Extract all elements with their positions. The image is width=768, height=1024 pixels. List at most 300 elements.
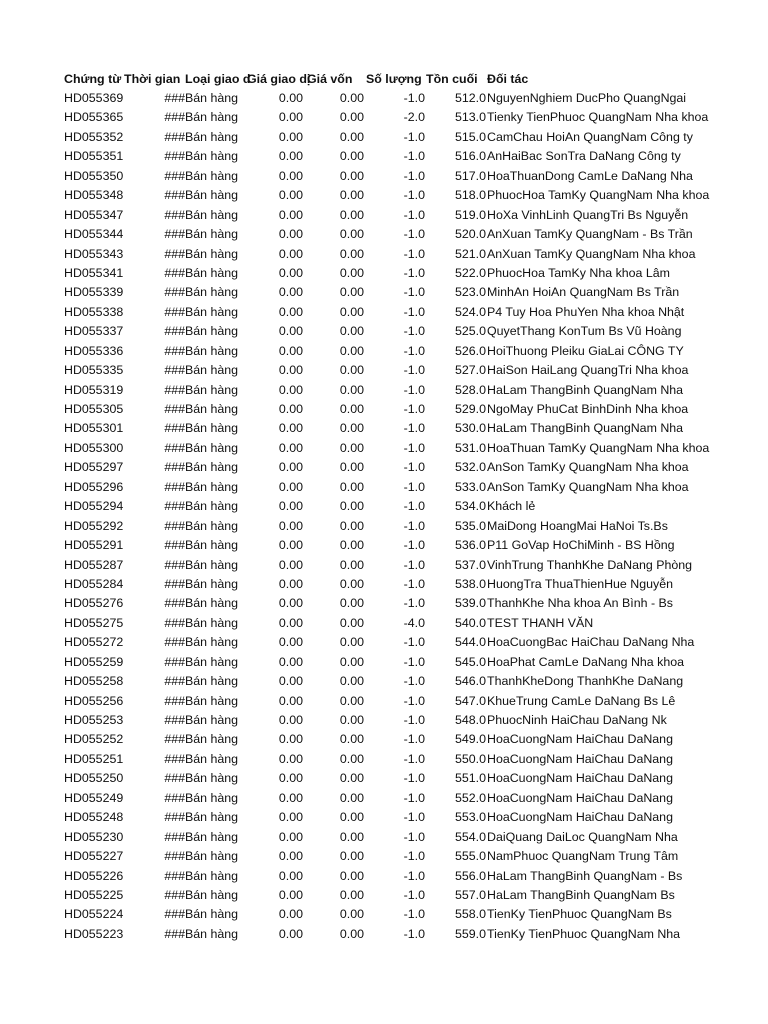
table-row[interactable] xyxy=(0,711,768,730)
time-cell[interactable]: ### xyxy=(164,227,185,242)
cost-cell[interactable]: 0.00 xyxy=(339,188,364,203)
tx-price-cell[interactable]: 0.00 xyxy=(278,771,303,786)
qty-cell[interactable]: -1.0 xyxy=(403,363,425,378)
partner-cell[interactable]: HoaCuongNam HaiChau DaNang xyxy=(487,732,673,747)
cost-cell[interactable]: 0.00 xyxy=(339,693,364,708)
voucher-cell[interactable]: HD055258 xyxy=(64,674,124,689)
table-row[interactable] xyxy=(0,322,768,341)
table-row[interactable] xyxy=(0,381,768,400)
voucher-cell[interactable]: HD055253 xyxy=(64,713,124,727)
table-row[interactable] xyxy=(0,283,768,302)
stock-end-cell[interactable]: 553.0 xyxy=(454,810,486,825)
partner-cell[interactable]: KhueTrung CamLe DaNang Bs Lê xyxy=(487,693,676,708)
tx-type-cell[interactable]: Bán hàng xyxy=(185,460,239,475)
qty-cell[interactable]: -1.0 xyxy=(403,188,425,203)
stock-end-cell[interactable]: 519.0 xyxy=(454,207,486,222)
tx-price-cell[interactable]: 0.00 xyxy=(278,518,303,533)
partner-cell[interactable]: NgoMay PhuCat BinhDinh Nha khoa xyxy=(487,402,689,416)
table-row[interactable] xyxy=(0,692,768,711)
table-row[interactable] xyxy=(0,905,768,924)
qty-cell[interactable]: -1.0 xyxy=(403,538,425,553)
table-row[interactable] xyxy=(0,847,768,866)
cost-cell[interactable]: 0.00 xyxy=(339,868,364,883)
time-cell[interactable]: ### xyxy=(164,324,185,339)
cost-cell[interactable]: 0.00 xyxy=(339,304,364,319)
tx-price-cell[interactable]: 0.00 xyxy=(278,265,303,280)
voucher-cell[interactable]: HD055297 xyxy=(64,460,124,475)
tx-type-cell[interactable]: Bán hàng xyxy=(185,129,239,144)
cost-cell[interactable]: 0.00 xyxy=(339,713,364,727)
qty-cell[interactable]: -1.0 xyxy=(403,129,425,144)
time-cell[interactable]: ### xyxy=(164,693,185,708)
qty-cell[interactable]: -1.0 xyxy=(403,91,425,105)
stock-end-cell[interactable]: 512.0 xyxy=(454,91,486,105)
cost-cell[interactable]: 0.00 xyxy=(339,674,364,689)
tx-price-cell[interactable]: 0.00 xyxy=(278,110,303,125)
table-row[interactable] xyxy=(0,886,768,905)
cost-cell[interactable]: 0.00 xyxy=(339,227,364,242)
tx-price-cell[interactable]: 0.00 xyxy=(278,713,303,727)
partner-cell[interactable]: Khách lẻ xyxy=(487,499,536,514)
qty-cell[interactable]: -1.0 xyxy=(403,402,425,416)
voucher-cell[interactable]: HD055339 xyxy=(64,285,124,300)
time-cell[interactable]: ### xyxy=(164,304,185,319)
cost-cell[interactable]: 0.00 xyxy=(339,576,364,591)
tx-price-cell[interactable]: 0.00 xyxy=(278,576,303,591)
table-row[interactable] xyxy=(0,594,768,613)
tx-type-cell[interactable]: Bán hàng xyxy=(185,246,239,261)
stock-end-cell[interactable]: 549.0 xyxy=(454,732,486,747)
time-cell[interactable]: ### xyxy=(164,188,185,203)
voucher-cell[interactable]: HD055347 xyxy=(64,207,124,222)
voucher-cell[interactable]: HD055224 xyxy=(64,907,124,922)
table-row[interactable] xyxy=(0,672,768,691)
tx-type-cell[interactable]: Bán hàng xyxy=(185,499,239,514)
qty-cell[interactable]: -1.0 xyxy=(403,440,425,455)
voucher-cell[interactable]: HD055249 xyxy=(64,790,124,805)
time-cell[interactable]: ### xyxy=(164,635,185,650)
partner-cell[interactable]: HoaThuan TamKy QuangNam Nha khoa xyxy=(487,440,710,455)
stock-end-cell[interactable]: 545.0 xyxy=(454,654,486,669)
cost-cell[interactable]: 0.00 xyxy=(339,421,364,436)
voucher-cell[interactable]: HD055294 xyxy=(64,499,124,514)
partner-cell[interactable]: AnSon TamKy QuangNam Nha khoa xyxy=(487,460,689,475)
table-row[interactable] xyxy=(0,925,768,944)
time-cell[interactable]: ### xyxy=(164,363,185,378)
cost-cell[interactable]: 0.00 xyxy=(339,907,364,922)
cost-cell[interactable]: 0.00 xyxy=(339,926,364,941)
stock-end-cell[interactable]: 527.0 xyxy=(454,363,486,378)
qty-cell[interactable]: -1.0 xyxy=(403,499,425,514)
tx-type-cell[interactable]: Bán hàng xyxy=(185,868,239,883)
partner-cell[interactable]: TienKy TienPhuoc QuangNam Bs xyxy=(487,907,672,922)
cost-cell[interactable]: 0.00 xyxy=(339,129,364,144)
tx-type-cell[interactable]: Bán hàng xyxy=(185,382,239,397)
stock-end-cell[interactable]: 536.0 xyxy=(454,538,486,553)
time-cell[interactable]: ### xyxy=(164,285,185,300)
voucher-cell[interactable]: HD055341 xyxy=(64,265,124,280)
qty-cell[interactable]: -1.0 xyxy=(403,227,425,242)
voucher-cell[interactable]: HD055352 xyxy=(64,129,124,144)
tx-type-cell[interactable]: Bán hàng xyxy=(185,713,239,727)
time-cell[interactable]: ### xyxy=(164,129,185,144)
time-cell[interactable]: ### xyxy=(164,479,185,494)
tx-type-cell[interactable]: Bán hàng xyxy=(185,363,239,378)
voucher-cell[interactable]: HD055365 xyxy=(64,110,124,125)
table-row[interactable] xyxy=(0,750,768,769)
table-row[interactable] xyxy=(0,128,768,147)
tx-price-cell[interactable]: 0.00 xyxy=(278,382,303,397)
table-row[interactable] xyxy=(0,575,768,594)
partner-cell[interactable]: TienKy TienPhuoc QuangNam Nha xyxy=(487,926,681,941)
qty-cell[interactable]: -1.0 xyxy=(403,810,425,825)
qty-cell[interactable]: -1.0 xyxy=(403,732,425,747)
tx-type-cell[interactable]: Bán hàng xyxy=(185,227,239,242)
tx-type-cell[interactable]: Bán hàng xyxy=(185,265,239,280)
table-row[interactable] xyxy=(0,245,768,264)
tx-price-cell[interactable]: 0.00 xyxy=(278,615,303,630)
partner-cell[interactable]: HoXa VinhLinh QuangTri Bs Nguyễn xyxy=(487,207,689,222)
qty-cell[interactable]: -1.0 xyxy=(403,324,425,339)
header-partner[interactable]: Đối tác xyxy=(487,72,529,86)
tx-type-cell[interactable]: Bán hàng xyxy=(185,324,239,339)
tx-price-cell[interactable]: 0.00 xyxy=(278,207,303,222)
stock-end-cell[interactable]: 559.0 xyxy=(454,926,486,941)
cost-cell[interactable]: 0.00 xyxy=(339,887,364,902)
header-voucher[interactable]: Chứng từ xyxy=(64,72,122,86)
tx-price-cell[interactable]: 0.00 xyxy=(278,790,303,805)
time-cell[interactable]: ### xyxy=(164,91,185,105)
partner-cell[interactable]: TEST THANH VĂN xyxy=(487,615,594,630)
partner-cell[interactable]: Tienky TienPhuoc QuangNam Nha khoa xyxy=(487,110,709,125)
tx-type-cell[interactable]: Bán hàng xyxy=(185,926,239,941)
qty-cell[interactable]: -1.0 xyxy=(403,887,425,902)
stock-end-cell[interactable]: 557.0 xyxy=(454,887,486,902)
voucher-cell[interactable]: HD055344 xyxy=(64,227,124,242)
time-cell[interactable]: ### xyxy=(164,596,185,611)
table-row[interactable] xyxy=(0,303,768,322)
table-row[interactable] xyxy=(0,536,768,555)
table-row[interactable] xyxy=(0,789,768,808)
qty-cell[interactable]: -1.0 xyxy=(403,596,425,611)
qty-cell[interactable]: -1.0 xyxy=(403,207,425,222)
table-row[interactable] xyxy=(0,808,768,827)
time-cell[interactable]: ### xyxy=(164,907,185,922)
stock-end-cell[interactable]: 526.0 xyxy=(454,343,486,358)
cost-cell[interactable]: 0.00 xyxy=(339,829,364,844)
table-row[interactable] xyxy=(0,108,768,127)
voucher-cell[interactable]: HD055291 xyxy=(64,538,124,553)
table-row[interactable] xyxy=(0,147,768,166)
stock-end-cell[interactable]: 538.0 xyxy=(454,576,486,591)
time-cell[interactable]: ### xyxy=(164,615,185,630)
time-cell[interactable]: ### xyxy=(164,149,185,164)
cost-cell[interactable]: 0.00 xyxy=(339,207,364,222)
qty-cell[interactable]: -1.0 xyxy=(403,576,425,591)
partner-cell[interactable]: PhuocHoa TamKy Nha khoa Lâm xyxy=(487,265,670,280)
qty-cell[interactable]: -1.0 xyxy=(403,674,425,689)
cost-cell[interactable]: 0.00 xyxy=(339,557,364,572)
time-cell[interactable]: ### xyxy=(164,732,185,747)
voucher-cell[interactable]: HD055225 xyxy=(64,887,124,902)
voucher-cell[interactable]: HD055252 xyxy=(64,732,124,747)
cost-cell[interactable]: 0.00 xyxy=(339,265,364,280)
voucher-cell[interactable]: HD055287 xyxy=(64,557,124,572)
tx-price-cell[interactable]: 0.00 xyxy=(278,674,303,689)
partner-cell[interactable]: MinhAn HoiAn QuangNam Bs Trần xyxy=(487,285,680,300)
qty-cell[interactable]: -1.0 xyxy=(403,790,425,805)
partner-cell[interactable]: HoaCuongNam HaiChau DaNang xyxy=(487,790,673,805)
cost-cell[interactable]: 0.00 xyxy=(339,440,364,455)
tx-price-cell[interactable]: 0.00 xyxy=(278,304,303,319)
cost-cell[interactable]: 0.00 xyxy=(339,91,364,105)
voucher-cell[interactable]: HD055300 xyxy=(64,440,124,455)
tx-price-cell[interactable]: 0.00 xyxy=(278,246,303,261)
time-cell[interactable]: ### xyxy=(164,343,185,358)
voucher-cell[interactable]: HD055301 xyxy=(64,421,124,436)
stock-end-cell[interactable]: 520.0 xyxy=(454,227,486,242)
stock-end-cell[interactable]: 532.0 xyxy=(454,460,486,475)
stock-end-cell[interactable]: 554.0 xyxy=(454,829,486,844)
partner-cell[interactable]: QuyetThang KonTum Bs Vũ Hoàng xyxy=(487,324,682,339)
stock-end-cell[interactable]: 556.0 xyxy=(454,868,486,883)
table-row[interactable] xyxy=(0,478,768,497)
cost-cell[interactable]: 0.00 xyxy=(339,538,364,553)
tx-price-cell[interactable]: 0.00 xyxy=(278,829,303,844)
qty-cell[interactable]: -1.0 xyxy=(403,868,425,883)
time-cell[interactable]: ### xyxy=(164,168,185,183)
tx-type-cell[interactable]: Bán hàng xyxy=(185,654,239,669)
tx-type-cell[interactable]: Bán hàng xyxy=(185,285,239,300)
qty-cell[interactable]: -1.0 xyxy=(403,907,425,922)
tx-type-cell[interactable]: Bán hàng xyxy=(185,596,239,611)
table-row[interactable] xyxy=(0,225,768,244)
time-cell[interactable]: ### xyxy=(164,790,185,805)
qty-cell[interactable]: -1.0 xyxy=(403,829,425,844)
voucher-cell[interactable]: HD055272 xyxy=(64,635,124,650)
time-cell[interactable]: ### xyxy=(164,246,185,261)
partner-cell[interactable]: HaLam ThangBinh QuangNam - Bs xyxy=(487,868,683,883)
stock-end-cell[interactable]: 535.0 xyxy=(454,518,486,533)
tx-type-cell[interactable]: Bán hàng xyxy=(185,693,239,708)
tx-price-cell[interactable]: 0.00 xyxy=(278,91,303,105)
stock-end-cell[interactable]: 521.0 xyxy=(454,246,486,261)
table-row[interactable] xyxy=(0,419,768,438)
partner-cell[interactable]: ThanhKhe Nha khoa An Bình - Bs xyxy=(487,596,673,611)
table-row[interactable] xyxy=(0,206,768,225)
tx-price-cell[interactable]: 0.00 xyxy=(278,149,303,164)
partner-cell[interactable]: MaiDong HoangMai HaNoi Ts.Bs xyxy=(487,518,668,533)
tx-type-cell[interactable]: Bán hàng xyxy=(185,421,239,436)
stock-end-cell[interactable]: 513.0 xyxy=(454,110,486,125)
time-cell[interactable]: ### xyxy=(164,751,185,766)
stock-end-cell[interactable]: 539.0 xyxy=(454,596,486,611)
time-cell[interactable]: ### xyxy=(164,518,185,533)
tx-type-cell[interactable]: Bán hàng xyxy=(185,188,239,203)
tx-price-cell[interactable]: 0.00 xyxy=(278,596,303,611)
voucher-cell[interactable]: HD055251 xyxy=(64,751,124,766)
stock-end-cell[interactable]: 515.0 xyxy=(454,129,486,144)
tx-price-cell[interactable]: 0.00 xyxy=(278,907,303,922)
tx-type-cell[interactable]: Bán hàng xyxy=(185,402,239,416)
voucher-cell[interactable]: HD055351 xyxy=(64,149,124,164)
tx-price-cell[interactable]: 0.00 xyxy=(278,168,303,183)
cost-cell[interactable]: 0.00 xyxy=(339,732,364,747)
tx-price-cell[interactable]: 0.00 xyxy=(278,440,303,455)
table-row[interactable] xyxy=(0,361,768,380)
cost-cell[interactable]: 0.00 xyxy=(339,382,364,397)
partner-cell[interactable]: HoaCuongNam HaiChau DaNang xyxy=(487,771,673,786)
stock-end-cell[interactable]: 518.0 xyxy=(454,188,486,203)
table-row[interactable] xyxy=(0,633,768,652)
time-cell[interactable]: ### xyxy=(164,887,185,902)
tx-type-cell[interactable]: Bán hàng xyxy=(185,518,239,533)
voucher-cell[interactable]: HD055292 xyxy=(64,518,124,533)
stock-end-cell[interactable]: 547.0 xyxy=(454,693,486,708)
header-stock-end[interactable]: Tồn cuối xyxy=(426,72,478,86)
time-cell[interactable]: ### xyxy=(164,713,185,727)
voucher-cell[interactable]: HD055350 xyxy=(64,168,124,183)
table-row[interactable] xyxy=(0,400,768,419)
tx-price-cell[interactable]: 0.00 xyxy=(278,343,303,358)
qty-cell[interactable]: -1.0 xyxy=(403,168,425,183)
cost-cell[interactable]: 0.00 xyxy=(339,324,364,339)
cost-cell[interactable]: 0.00 xyxy=(339,343,364,358)
cost-cell[interactable]: 0.00 xyxy=(339,499,364,514)
table-row[interactable] xyxy=(0,614,768,633)
qty-cell[interactable]: -1.0 xyxy=(403,304,425,319)
tx-type-cell[interactable]: Bán hàng xyxy=(185,771,239,786)
voucher-cell[interactable]: HD055336 xyxy=(64,343,124,358)
tx-price-cell[interactable]: 0.00 xyxy=(278,732,303,747)
qty-cell[interactable]: -1.0 xyxy=(403,771,425,786)
tx-type-cell[interactable]: Bán hàng xyxy=(185,479,239,494)
tx-price-cell[interactable]: 0.00 xyxy=(278,868,303,883)
voucher-cell[interactable]: HD055248 xyxy=(64,810,124,825)
partner-cell[interactable]: HoiThuong Pleiku GiaLai CÔNG TY xyxy=(487,343,684,358)
partner-cell[interactable]: HaiSon HaiLang QuangTri Nha khoa xyxy=(487,363,689,378)
voucher-cell[interactable]: HD055296 xyxy=(64,479,124,494)
partner-cell[interactable]: NamPhuoc QuangNam Trung Tâm xyxy=(487,849,679,864)
stock-end-cell[interactable]: 552.0 xyxy=(454,790,486,805)
tx-price-cell[interactable]: 0.00 xyxy=(278,188,303,203)
tx-price-cell[interactable]: 0.00 xyxy=(278,285,303,300)
time-cell[interactable]: ### xyxy=(164,207,185,222)
tx-price-cell[interactable]: 0.00 xyxy=(278,460,303,475)
partner-cell[interactable]: NguyenNghiem DucPho QuangNgai xyxy=(487,91,687,105)
stock-end-cell[interactable]: 529.0 xyxy=(454,402,486,416)
cost-cell[interactable]: 0.00 xyxy=(339,615,364,630)
qty-cell[interactable]: -1.0 xyxy=(403,479,425,494)
tx-price-cell[interactable]: 0.00 xyxy=(278,479,303,494)
time-cell[interactable]: ### xyxy=(164,382,185,397)
voucher-cell[interactable]: HD055348 xyxy=(64,188,124,203)
stock-end-cell[interactable]: 525.0 xyxy=(454,324,486,339)
stock-end-cell[interactable]: 534.0 xyxy=(454,499,486,514)
qty-cell[interactable]: -2.0 xyxy=(403,110,425,125)
qty-cell[interactable]: -1.0 xyxy=(403,693,425,708)
tx-price-cell[interactable]: 0.00 xyxy=(278,926,303,941)
cost-cell[interactable]: 0.00 xyxy=(339,635,364,650)
time-cell[interactable]: ### xyxy=(164,557,185,572)
tx-type-cell[interactable]: Bán hàng xyxy=(185,440,239,455)
time-cell[interactable]: ### xyxy=(164,110,185,125)
stock-end-cell[interactable]: 522.0 xyxy=(454,265,486,280)
qty-cell[interactable]: -1.0 xyxy=(403,265,425,280)
time-cell[interactable]: ### xyxy=(164,421,185,436)
tx-price-cell[interactable]: 0.00 xyxy=(278,654,303,669)
voucher-cell[interactable]: HD055338 xyxy=(64,304,124,319)
stock-end-cell[interactable]: 524.0 xyxy=(454,304,486,319)
qty-cell[interactable]: -1.0 xyxy=(403,285,425,300)
tx-type-cell[interactable]: Bán hàng xyxy=(185,887,239,902)
partner-cell[interactable]: AnSon TamKy QuangNam Nha khoa xyxy=(487,479,689,494)
table-row[interactable] xyxy=(0,458,768,477)
partner-cell[interactable]: HaLam ThangBinh QuangNam Bs xyxy=(487,887,675,902)
voucher-cell[interactable]: HD055223 xyxy=(64,926,124,941)
tx-type-cell[interactable]: Bán hàng xyxy=(185,343,239,358)
partner-cell[interactable]: AnXuan TamKy QuangNam - Bs Trần xyxy=(487,227,693,242)
cost-cell[interactable]: 0.00 xyxy=(339,654,364,669)
stock-end-cell[interactable]: 523.0 xyxy=(454,285,486,300)
cost-cell[interactable]: 0.00 xyxy=(339,849,364,864)
tx-price-cell[interactable]: 0.00 xyxy=(278,751,303,766)
cost-cell[interactable]: 0.00 xyxy=(339,460,364,475)
partner-cell[interactable]: ThanhKheDong ThanhKhe DaNang xyxy=(487,674,684,689)
partner-cell[interactable]: HoaPhat CamLe DaNang Nha khoa xyxy=(487,654,684,669)
cost-cell[interactable]: 0.00 xyxy=(339,810,364,825)
partner-cell[interactable]: PhuocHoa TamKy QuangNam Nha khoa xyxy=(487,188,710,203)
header-cost[interactable]: Giá vốn xyxy=(307,72,353,86)
stock-end-cell[interactable]: 546.0 xyxy=(454,674,486,689)
cost-cell[interactable]: 0.00 xyxy=(339,771,364,786)
tx-price-cell[interactable]: 0.00 xyxy=(278,363,303,378)
time-cell[interactable]: ### xyxy=(164,771,185,786)
tx-type-cell[interactable]: Bán hàng xyxy=(185,635,239,650)
header-qty[interactable]: Số lượng xyxy=(366,72,422,86)
voucher-cell[interactable]: HD055275 xyxy=(64,615,124,630)
tx-price-cell[interactable]: 0.00 xyxy=(278,557,303,572)
tx-type-cell[interactable]: Bán hàng xyxy=(185,674,239,689)
tx-type-cell[interactable]: Bán hàng xyxy=(185,810,239,825)
table-row[interactable] xyxy=(0,497,768,516)
header-tx-price[interactable]: Giá giao dị xyxy=(247,72,311,86)
stock-end-cell[interactable]: 531.0 xyxy=(454,440,486,455)
tx-type-cell[interactable]: Bán hàng xyxy=(185,849,239,864)
stock-end-cell[interactable]: 530.0 xyxy=(454,421,486,436)
cost-cell[interactable]: 0.00 xyxy=(339,168,364,183)
stock-end-cell[interactable]: 551.0 xyxy=(454,771,486,786)
tx-price-cell[interactable]: 0.00 xyxy=(278,810,303,825)
partner-cell[interactable]: HoaThuanDong CamLe DaNang Nha xyxy=(487,168,693,183)
stock-end-cell[interactable]: 555.0 xyxy=(454,849,486,864)
stock-end-cell[interactable]: 550.0 xyxy=(454,751,486,766)
table-row[interactable] xyxy=(0,517,768,536)
time-cell[interactable]: ### xyxy=(164,576,185,591)
qty-cell[interactable]: -1.0 xyxy=(403,343,425,358)
tx-type-cell[interactable]: Bán hàng xyxy=(185,149,239,164)
time-cell[interactable]: ### xyxy=(164,654,185,669)
stock-end-cell[interactable]: 528.0 xyxy=(454,382,486,397)
tx-price-cell[interactable]: 0.00 xyxy=(278,499,303,514)
partner-cell[interactable]: HaLam ThangBinh QuangNam Nha xyxy=(487,421,684,436)
qty-cell[interactable]: -1.0 xyxy=(403,460,425,475)
qty-cell[interactable]: -4.0 xyxy=(403,615,425,630)
tx-type-cell[interactable]: Bán hàng xyxy=(185,557,239,572)
partner-cell[interactable]: HuongTra ThuaThienHue Nguyễn xyxy=(487,576,673,591)
tx-price-cell[interactable]: 0.00 xyxy=(278,635,303,650)
qty-cell[interactable]: -1.0 xyxy=(403,246,425,261)
